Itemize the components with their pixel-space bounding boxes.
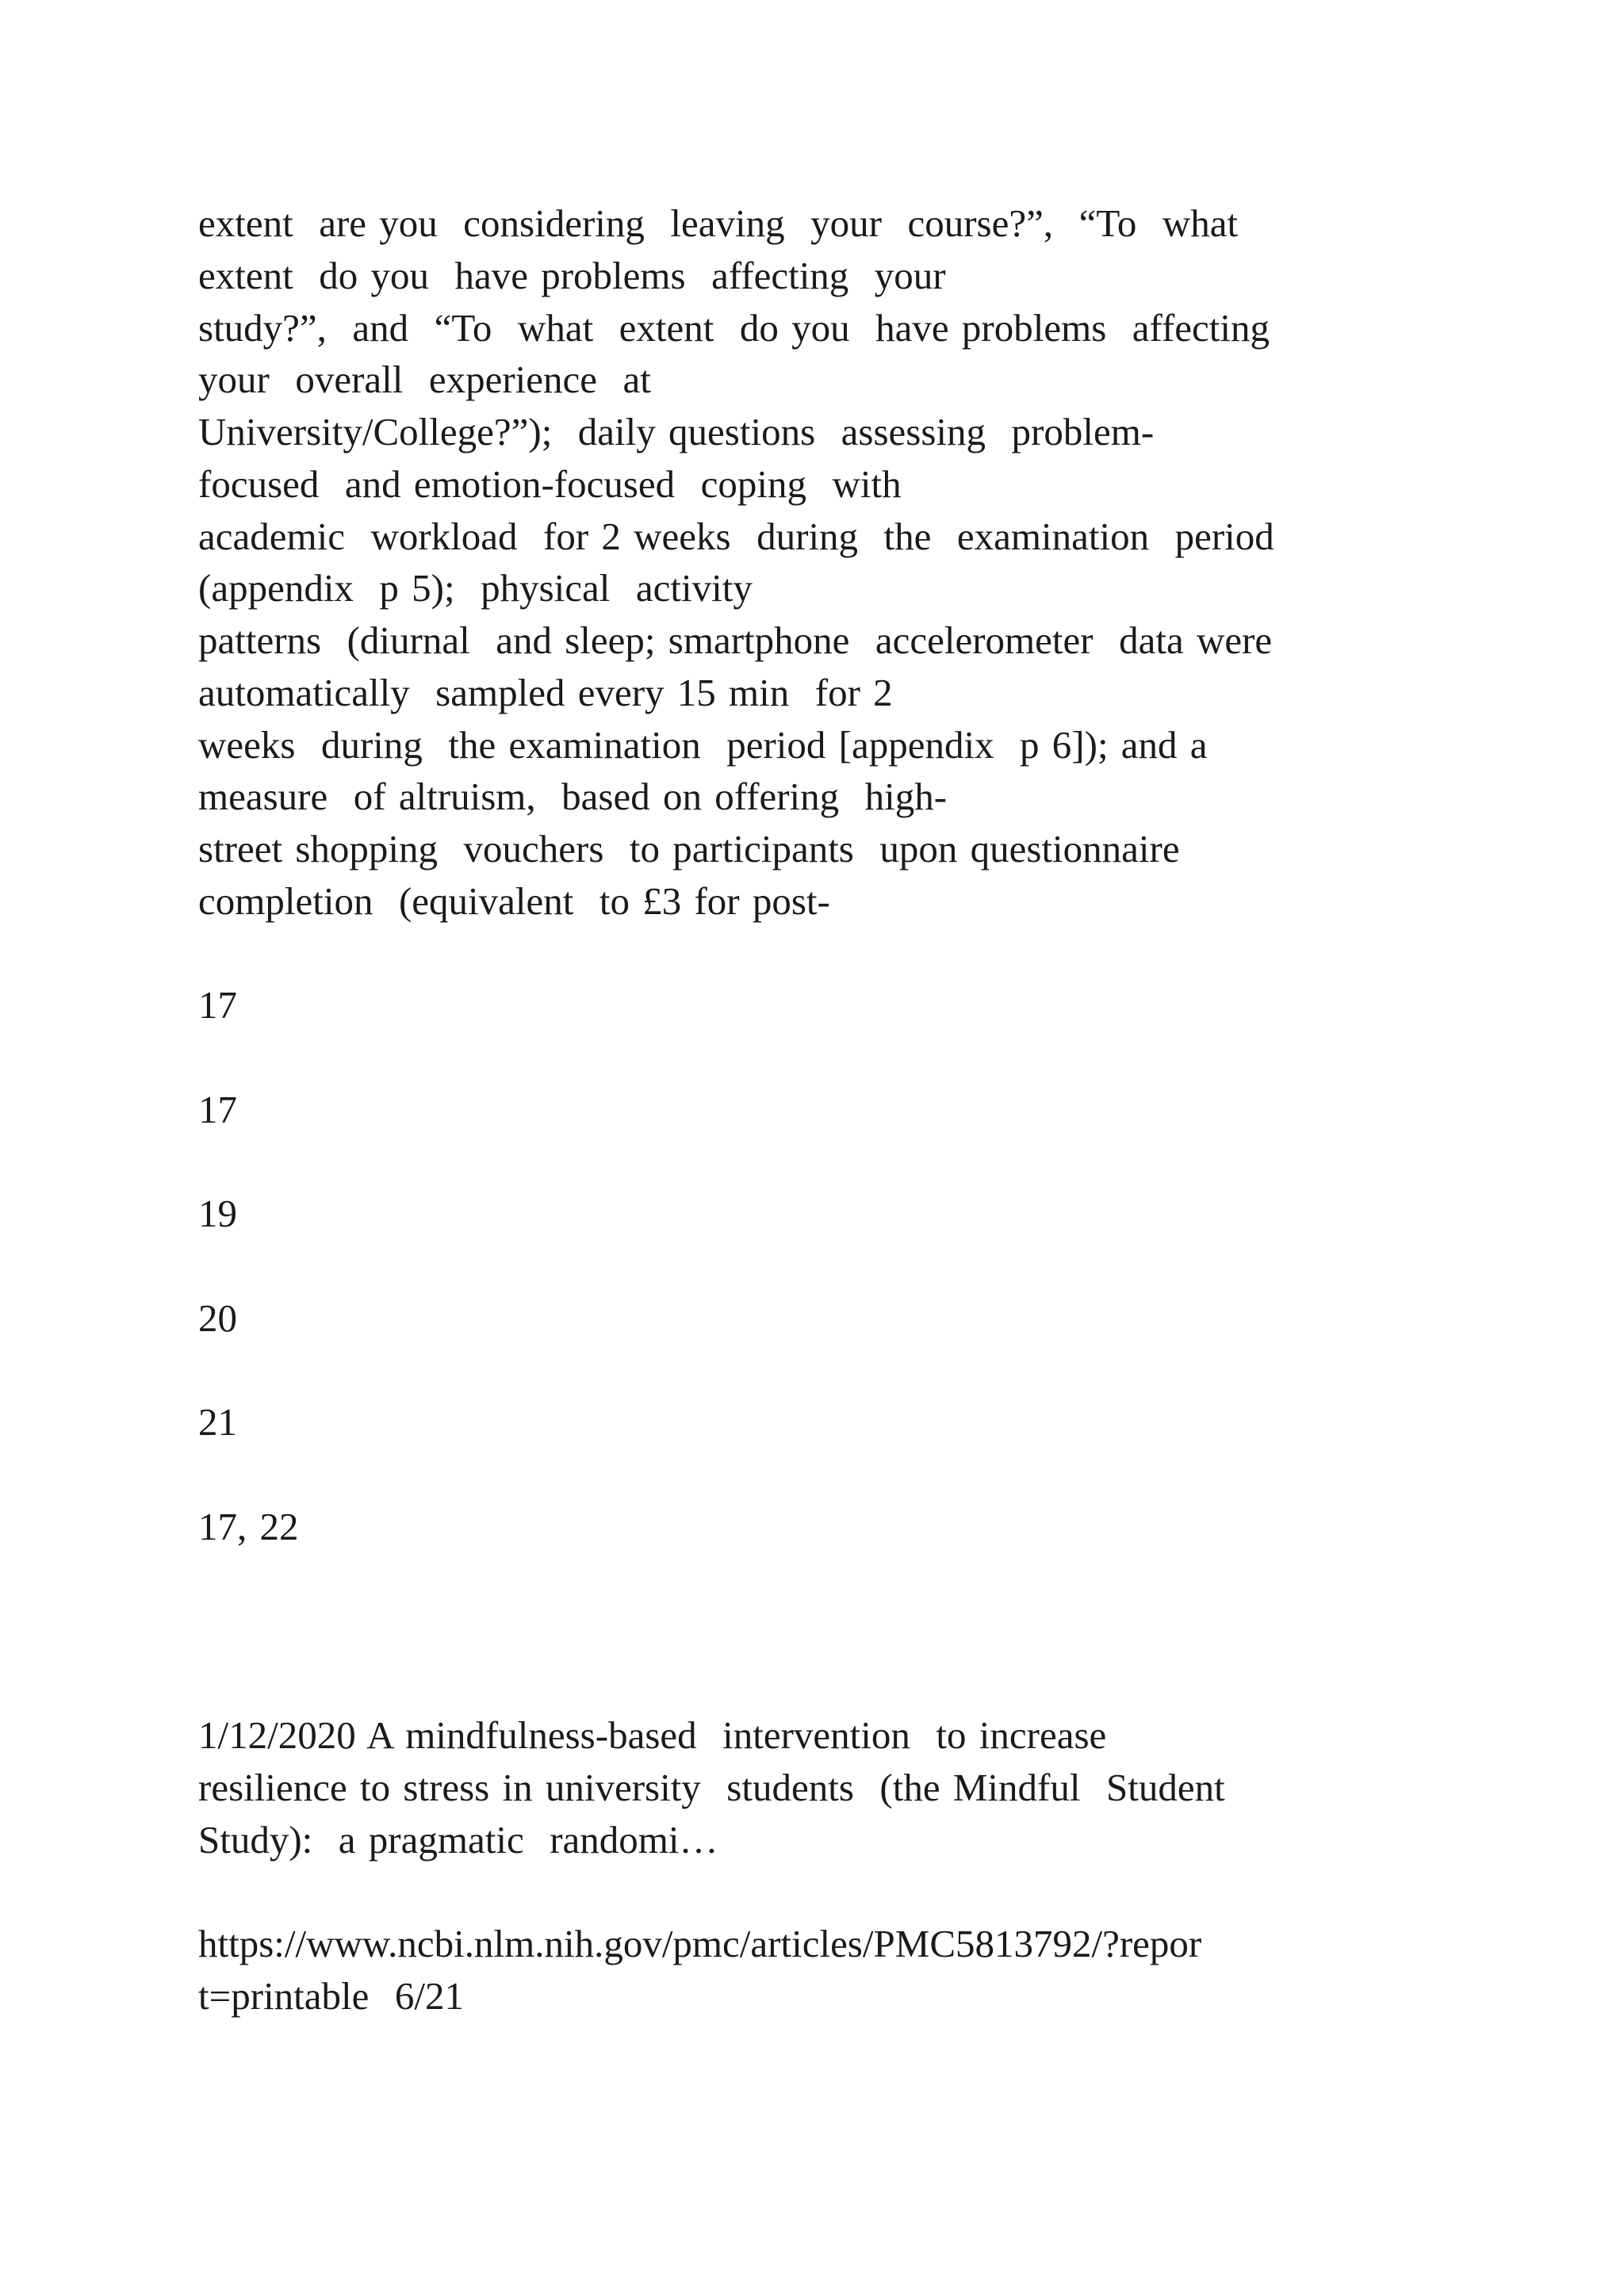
body-line: street shopping vouchers to participants upon questionnaire (198, 827, 1180, 871)
print-url-line: t=printable 6/21 (198, 1974, 465, 2018)
reference-number: 17 (198, 1088, 237, 1131)
print-title-line: Study): a pragmatic randomi… (198, 1818, 718, 1862)
reference-number: 17 (198, 983, 237, 1027)
body-line: your overall experience at (198, 358, 651, 401)
body-line: patterns (diurnal and sleep; smartphone accelerometer data were (198, 618, 1273, 662)
reference-number: 17, 22 (198, 1505, 299, 1548)
body-line: academic workload for 2 weeks during the examination period (198, 515, 1274, 558)
body-line: weeks during the examination period [appendix p 6]); and a (198, 723, 1208, 767)
reference-number: 19 (198, 1192, 237, 1235)
print-title-line: 1/12/2020 A mindfulness-based intervention to increase (198, 1713, 1107, 1757)
body-line: automatically sampled every 15 min for 2 (198, 671, 893, 714)
reference-number: 20 (198, 1296, 237, 1340)
body-line: extent are you considering leaving your course?”, “To what (198, 201, 1239, 245)
body-line: (appendix p 5); physical activity (198, 566, 753, 610)
body-line: completion (equivalent to £3 for post- (198, 879, 830, 923)
print-url-line: https://www.ncbi.nlm.nih.gov/pmc/articles/PMC5813792/?repor (198, 1922, 1202, 1965)
body-line: focused and emotion-focused coping with (198, 462, 902, 506)
body-line: measure of altruism, based on offering high- (198, 775, 948, 818)
reference-number: 21 (198, 1400, 237, 1444)
body-line: University/College?”); daily questions assessing problem- (198, 410, 1155, 453)
body-line: extent do you have problems affecting your (198, 254, 946, 297)
print-title-line: resilience to stress in university students (the Mindful Student (198, 1766, 1225, 1809)
body-line: study?”, and “To what extent do you have problems affecting (198, 306, 1270, 350)
